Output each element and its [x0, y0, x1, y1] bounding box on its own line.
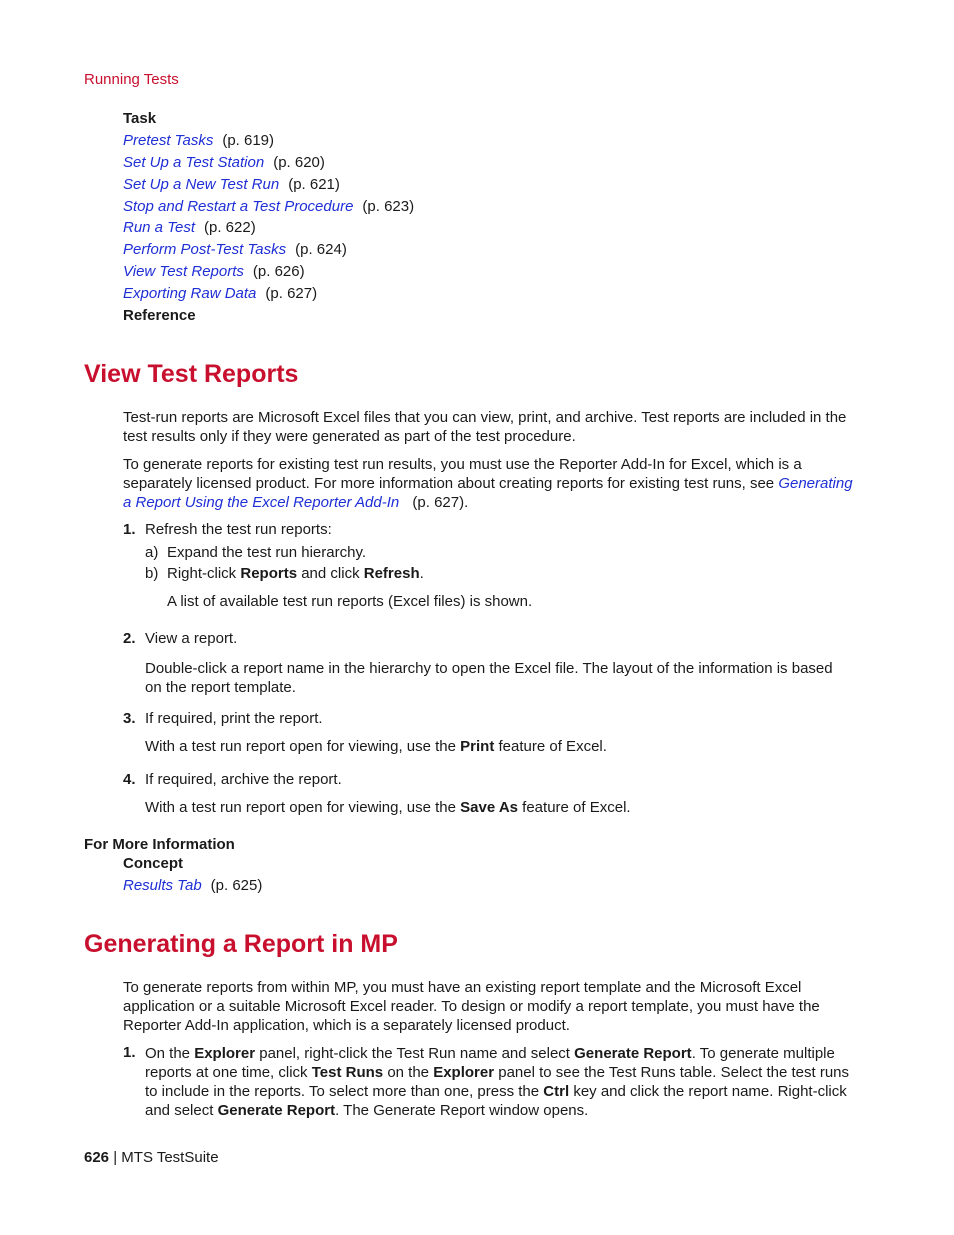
section-title-view-test-reports: View Test Reports	[84, 360, 299, 388]
text: panel, right-click the Test Run name and select	[259, 1045, 570, 1062]
ui-term-save-as: Save As	[460, 799, 518, 816]
text: on the	[387, 1064, 430, 1081]
text: .	[419, 565, 424, 582]
page-ref: (p. 621)	[288, 176, 340, 193]
text: . The Generate Report window opens.	[335, 1102, 589, 1119]
page-ref: (p. 624)	[295, 241, 347, 258]
ui-term-print: Print	[460, 738, 495, 755]
task-link-row	[123, 132, 274, 149]
page-ref: (p. 619)	[222, 132, 275, 149]
task-heading: Task	[123, 110, 157, 127]
step-2-text: View a report.	[145, 630, 238, 647]
ui-term-generate-report: Generate Report	[217, 1102, 336, 1119]
link-excel-reporter-add-in[interactable]: Generating a Report Using the Excel Reporter Add-In	[123, 475, 853, 511]
step-number: 1.	[123, 1044, 136, 1061]
step-4-detail	[145, 799, 631, 816]
link-stop-restart-procedure[interactable]: Stop and Restart a Test Procedure	[123, 198, 354, 215]
substep-a-label: a)	[145, 544, 159, 561]
ui-term-generate-report: Generate Report	[574, 1045, 692, 1062]
task-link-row	[123, 219, 256, 236]
link-post-test-tasks[interactable]: Perform Post-Test Tasks	[123, 241, 287, 258]
text: key and click the report name. Right-click and select	[145, 1083, 847, 1119]
link-pretest-tasks[interactable]: Pretest Tasks	[123, 132, 214, 149]
step-number: 4.	[123, 771, 136, 788]
page-ref: (p. 627)	[265, 285, 318, 302]
ui-term-explorer: Explorer	[433, 1064, 495, 1081]
text: and click	[301, 565, 360, 582]
concept-link-row	[123, 877, 262, 894]
link-run-a-test[interactable]: Run a Test	[123, 219, 195, 236]
page-ref: (p. 623)	[362, 198, 415, 215]
text: . To generate multiple reports at one time, click	[145, 1045, 835, 1081]
more-info-heading: For More Information	[84, 836, 235, 853]
page-footer	[84, 1149, 219, 1166]
text: With a test run report open for viewing, use the	[145, 799, 456, 816]
task-link-row	[123, 154, 325, 171]
step-number: 1.	[123, 521, 136, 538]
running-header: Running Tests	[84, 71, 179, 88]
substep-a-text: Expand the test run hierarchy.	[167, 544, 366, 561]
section2-step-1-text	[145, 1044, 850, 1120]
substep-b-text	[167, 565, 424, 582]
step-3-detail	[145, 738, 607, 755]
page-number: 626	[84, 1149, 110, 1166]
step-1-result: A list of available test run reports (Excel files) is shown.	[167, 593, 533, 610]
link-exporting-raw-data[interactable]: Exporting Raw Data	[123, 285, 257, 302]
substep-b-label: b)	[145, 565, 159, 582]
link-results-tab[interactable]: Results Tab	[123, 877, 202, 894]
link-set-up-test-station[interactable]: Set Up a Test Station	[123, 154, 265, 171]
task-link-row	[123, 176, 340, 193]
text: feature of Excel.	[522, 799, 631, 816]
section2-intro: To generate reports from within MP, you must have an existing report template and the Microsoft Excel application or a suitable Microsoft Excel reader. To design or modify a report template, you must have the Reporter Add-In application, which is a separately licensed product.	[123, 979, 820, 1034]
intro-paragraph: Test-run reports are Microsoft Excel files that you can view, print, and archive. Test reports are included in the test results only if they were generated as part of the test procedure.	[123, 409, 847, 445]
link-view-test-reports[interactable]: View Test Reports	[123, 263, 244, 280]
text: On the	[145, 1045, 191, 1062]
page-ref: (p. 622)	[204, 219, 256, 236]
task-link-row	[123, 198, 414, 215]
step-number: 3.	[123, 710, 136, 727]
step-1	[123, 521, 136, 538]
step-4-text: If required, archive the report.	[145, 771, 342, 788]
reference-heading: Reference	[123, 307, 196, 324]
step-3-text: If required, print the report.	[145, 710, 323, 727]
intro-paragraph-2	[123, 455, 853, 512]
intro2-text: To generate reports for existing test run results, you must use the Reporter Add-In for Excel, which is a separately licensed product. For more information about creating reports for existing test runs, see	[123, 456, 802, 492]
concept-heading: Concept	[123, 855, 183, 872]
text: panel to see the Test Runs table. Select the test runs to include in the reports. To select more than one, press the	[145, 1064, 850, 1100]
text: feature of Excel.	[498, 738, 607, 755]
ui-term-ctrl: Ctrl	[543, 1083, 570, 1100]
ui-term-explorer: Explorer	[194, 1045, 256, 1062]
ui-term-test-runs: Test Runs	[311, 1064, 384, 1081]
section-title-generating-report: Generating a Report in MP	[84, 930, 398, 958]
page-ref: (p. 620)	[273, 154, 325, 171]
step-number: 2.	[123, 630, 136, 647]
task-link-row	[123, 241, 347, 258]
footer-separator: |	[113, 1149, 118, 1166]
step-2-detail: Double-click a report name in the hierarchy to open the Excel file. The layout of the information is based on the report template.	[145, 660, 833, 696]
text: Right-click	[167, 565, 237, 582]
task-link-row	[123, 285, 317, 302]
ui-term-reports: Reports	[240, 565, 298, 582]
ui-term-refresh: Refresh	[363, 565, 420, 582]
task-link-row	[123, 263, 305, 280]
page-ref: (p. 626)	[252, 263, 305, 280]
page-ref: (p. 627).	[412, 494, 469, 511]
link-set-up-new-test-run[interactable]: Set Up a New Test Run	[123, 176, 280, 193]
text: With a test run report open for viewing, use the	[145, 738, 456, 755]
page-ref: (p. 625)	[210, 877, 263, 894]
footer-product: MTS TestSuite	[121, 1149, 219, 1166]
step-1-text: Refresh the test run reports:	[145, 521, 332, 538]
